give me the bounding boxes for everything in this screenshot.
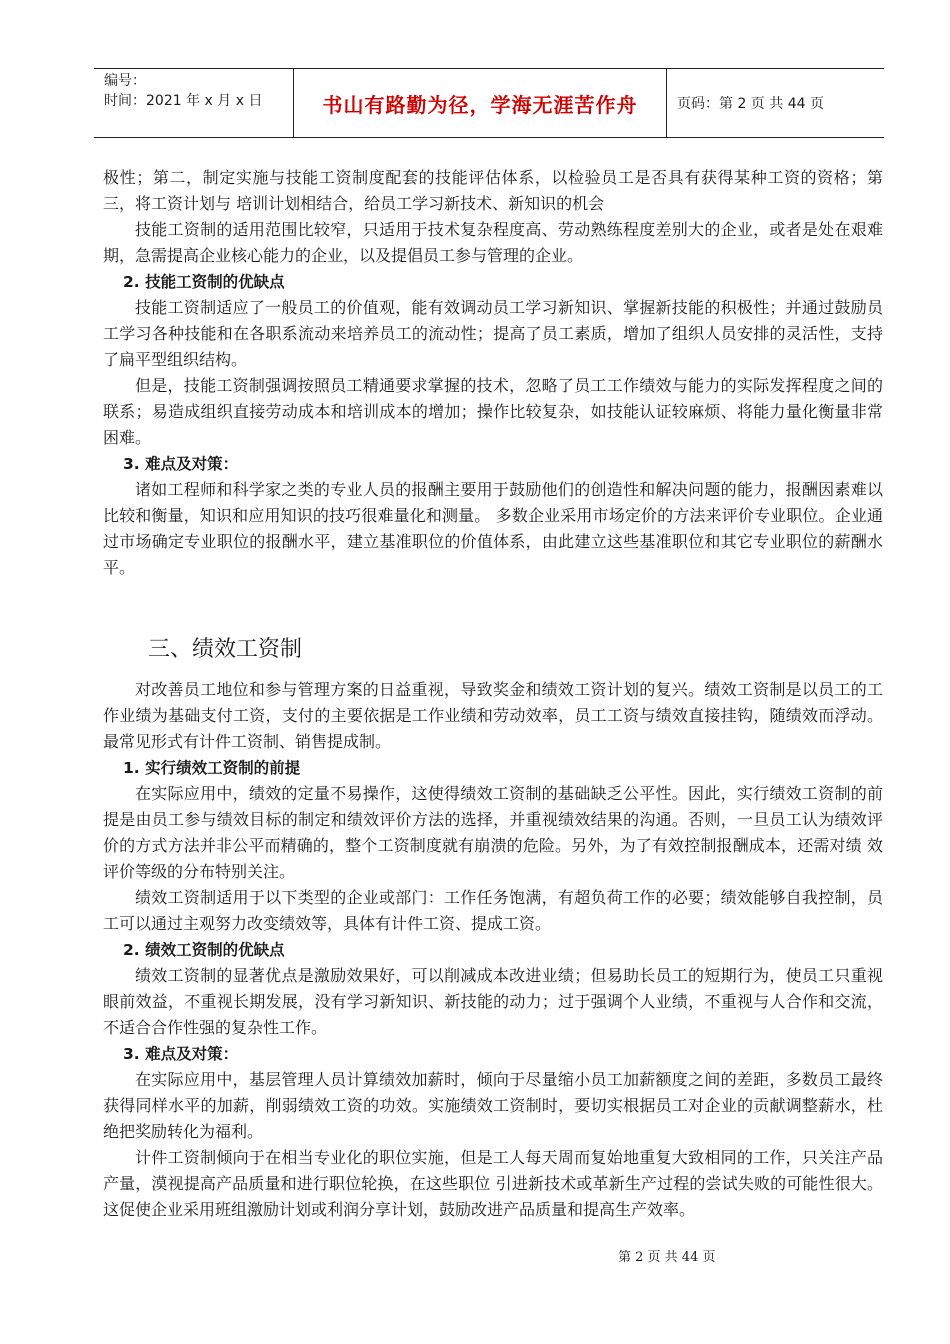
page-header	[94, 68, 884, 138]
subheading: 3. 难点及对策：	[123, 455, 239, 473]
paragraph: 技能工资制适应了一般员工的价值观，能有效调动员工学习新知识、掌握新技能的积极性；并通过鼓励员工学习各种技能和在各职系流动来培养员工的流动性；提高了员工素质，增加了组织人员安排的灵活性，支持了扁平型组织结构。	[103, 298, 883, 369]
subheading: 2. 技能工资制的优缺点	[123, 273, 285, 291]
header-page-info: 页码：第 2 页 共 44 页	[677, 96, 824, 112]
paragraph: 在实际应用中，基层管理人员计算绩效加薪时，倾向于尽量缩小员工加薪额度之间的差距，多数员工最终获得同样水平的加薪，削弱绩效工资的功效。实施绩效工资制时，要切实根据员工对企业的贡献调整薪水，杜绝把奖励转化为福利。	[103, 1070, 883, 1141]
paragraph: 极性；第二，制定实施与技能工资制度配套的技能评估体系，以检验员工是否具有获得某种工资的资格；第三，将工资计划与 培训计划相结合，给员工学习新技术、新知识的机会	[103, 168, 883, 213]
paragraph: 但是，技能工资制强调按照员工精通要求掌握的技术，忽略了员工工作绩效与能力的实际发挥程度之间的联系；易造成组织直接劳动成本和培训成本的增加；操作比较复杂，如技能认证较麻烦、将能力量化衡量非常困难。	[103, 376, 883, 447]
subheading: 3. 难点及对策：	[123, 1045, 239, 1063]
document-time-label: 时间：2021 年 x 月 x 日	[104, 93, 263, 109]
paragraph: 绩效工资制适用于以下类型的企业或部门：工作任务饱满，有超负荷工作的必要；绩效能够自我控制，员工可以通过主观努力改变绩效等，具体有计件工资、提成工资。	[103, 888, 883, 933]
paragraph: 在实际应用中，绩效的定量不易操作，这使得绩效工资制的基础缺乏公平性。因此，实行绩效工资制的前提是由员工参与绩效目标的制定和绩效评价方法的选择，并重视绩效结果的沟通。否则，一旦员工认为绩效评价的方式方法并非公平而精确的，整个工资制度就有崩溃的危险。另外，为了有效控制报酬成本，还需对绩 效评价等级的分布特别关注。	[103, 784, 883, 881]
paragraph: 技能工资制的适用范围比较窄，只适用于技术复杂程度高、劳动熟练程度差别大的企业，或者是处在艰难期，急需提高企业核心能力的企业，以及提倡员工参与管理的企业。	[103, 220, 883, 265]
paragraph: 绩效工资制的显著优点是激励效果好，可以削减成本改进业绩；但易助长员工的短期行为，使员工只重视眼前效益，不重视长期发展，没有学习新知识、新技能的动力；过于强调个人业绩，不重视与人合作和交流，不适合合作性强的复杂性工作。	[103, 966, 883, 1037]
subheading: 1. 实行绩效工资制的前提	[123, 759, 301, 777]
document-body	[103, 165, 883, 1223]
page-footer: 第 2 页 共 44 页	[618, 1250, 716, 1265]
subheading: 2. 绩效工资制的优缺点	[123, 941, 285, 959]
header-meta	[94, 69, 294, 137]
section-title: 三、绩效工资制	[148, 637, 303, 662]
header-motto: 书山有路勤为径，学海无涯苦作舟	[294, 69, 667, 137]
paragraph: 对改善员工地位和参与管理方案的日益重视，导致奖金和绩效工资计划的复兴。绩效工资制是以员工的工作业绩为基础支付工资，支付的主要依据是工作业绩和劳动效率，员工工资与绩效直接挂钩，随绩效而浮动。最常见形式有计件工资制、销售提成制。	[103, 680, 883, 751]
paragraph: 计件工资制倾向于在相当专业化的职位实施，但是工人每天周而复始地重复大致相同的工作，只关注产品产量，漠视提高产品质量和进行职位轮换，在这些职位 引进新技术或革新生产过程的尝试失败的可能性很大。这促使企业采用班组激励计划或利润分享计划，鼓励改进产品质量和提高生产效率。	[103, 1148, 883, 1219]
document-number-label: 编号：	[104, 73, 146, 89]
paragraph: 诸如工程师和科学家之类的专业人员的报酬主要用于鼓励他们的创造性和解决问题的能力，报酬因素难以比较和衡量，知识和应用知识的技巧很难量化和测量。 多数企业采用市场定价的方法来评价专业职位。企业通过市场确定专业职位的报酬水平，建立基准职位的价值体系，由此建立这些基准职位和其它专业职位的薪酬水 平。	[103, 480, 883, 577]
